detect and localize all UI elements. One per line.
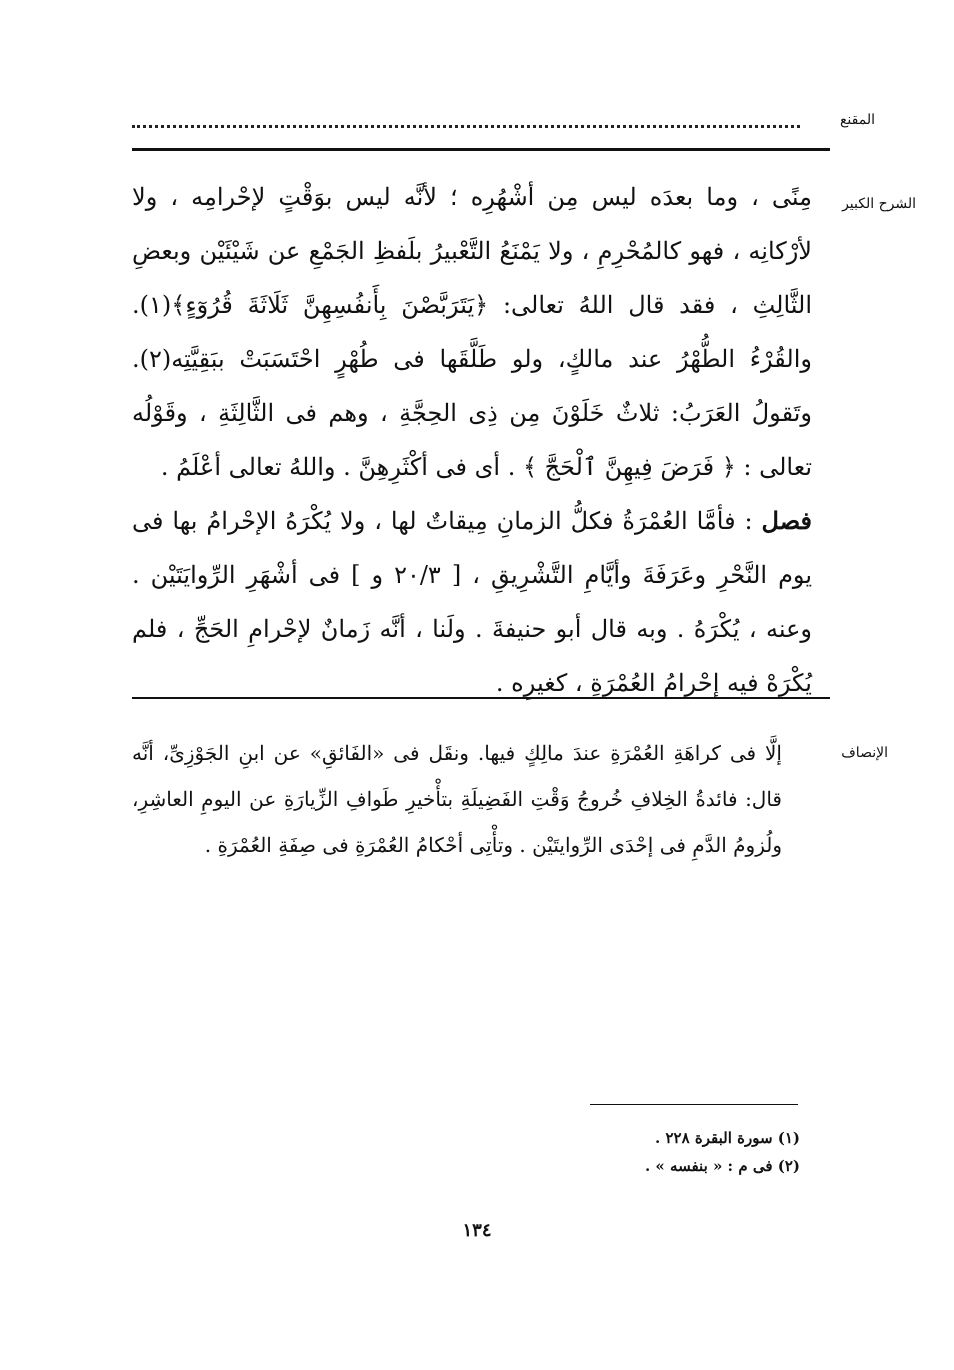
main-paragraph-1: مِنًى ، وما بعدَه ليس مِن أشْهُرِه ؛ لأنَّه ليس بوَقْتٍ لإحْرامِه ، ولا لأرْكانِه ، فهو كالمُحْرِمِ ، ولا يَمْنَعُ التَّعْبيرُ بلَفظِ الجَمْعِ عن شَيْئَيْن وبعضِ الثَّالِثِ ، فقد قال اللهُ تعالى: ﴿يَتَرَبَّصْنَ بِأَنفُسِهِنَّ ثَلَاثَةَ قُرُوٓءٍ﴾(١). والقُرْءُ الطُّهْرُ عند مالكٍ، ولو طَلَّقَها فى طُهْرٍ احْتَسَبَتْ ببَقِيَّتِه(٢). وتَقولُ العَرَبُ: ثلاثٌ خَلَوْنَ مِن ذِى الحِجَّةِ ، وهم فى الثَّالِثَةِ ، وقَوْلُه تعالى : ﴿ فَرَضَ فِيهِنَّ ٱلْحَجَّ ﴾ . أى فى أكْثَرِهِنَّ . واللهُ تعالى أعْلَمُ .	[132, 183, 812, 481]
header-rule	[132, 148, 830, 151]
section-divider	[132, 697, 830, 699]
insaf-body: إلَّا فى كراهَةِ العُمْرَةِ عندَ مالِكٍ فيها. ونقَل فى «الفَائقِ» عن ابنِ الجَوْزِىِّ، أنَّه قال: فائدةُ الخِلافِ خُروجُ وَقْتِ الفَضِيلَةِ بتأْخيرِ طَوافِ الزِّيارَةِ عن اليومِ العاشِرِ، ولُزومُ الدَّمِ فى إحْدَى الرِّوايتَيْن . وتأْتِى أحْكامُ العُمْرَةِ فى صِفَةِ العُمْرَةِ .	[132, 741, 782, 857]
section-label-sharh: الشرح الكبير	[842, 196, 916, 212]
header-dotted-leader	[132, 108, 800, 128]
main-paragraph-2	[132, 494, 812, 710]
main-body	[132, 170, 812, 710]
footnote-2: (٢) فى م : « بنفسه » .	[644, 1157, 800, 1175]
footnote-rule	[590, 1104, 798, 1105]
main-paragraph-2-text: : فأمَّا العُمْرَةُ فكلُّ الزمانِ مِيقاتٌ لها ، ولا يُكْرَهُ الإحْرامُ بها فى يوم النَّحْرِ وعَرَفَةَ وأيَّامِ التَّشْرِيقِ ، [ ٢٠/٣ و ] فى أشْهَرِ الرِّوايَتَيْن . وعنه ، يُكْرَهُ . وبه قال أبو حنيفةَ . ولَنا ، أنَّه زَمانٌ لإحْرامِ الحَجِّ ، فلم يُكْرَهْ فيه إحْرامُ العُمْرَةِ ، كغيرِه .	[132, 507, 813, 697]
footnote-1: (١) سورة البقرة ٢٢٨ .	[655, 1129, 800, 1147]
section-label-insaf: الإنصاف	[841, 745, 888, 761]
footnotes	[500, 1124, 800, 1180]
fasl-heading: فصل	[761, 506, 812, 535]
page-number: ١٣٤	[462, 1220, 492, 1241]
running-title: المقنع	[839, 112, 875, 128]
